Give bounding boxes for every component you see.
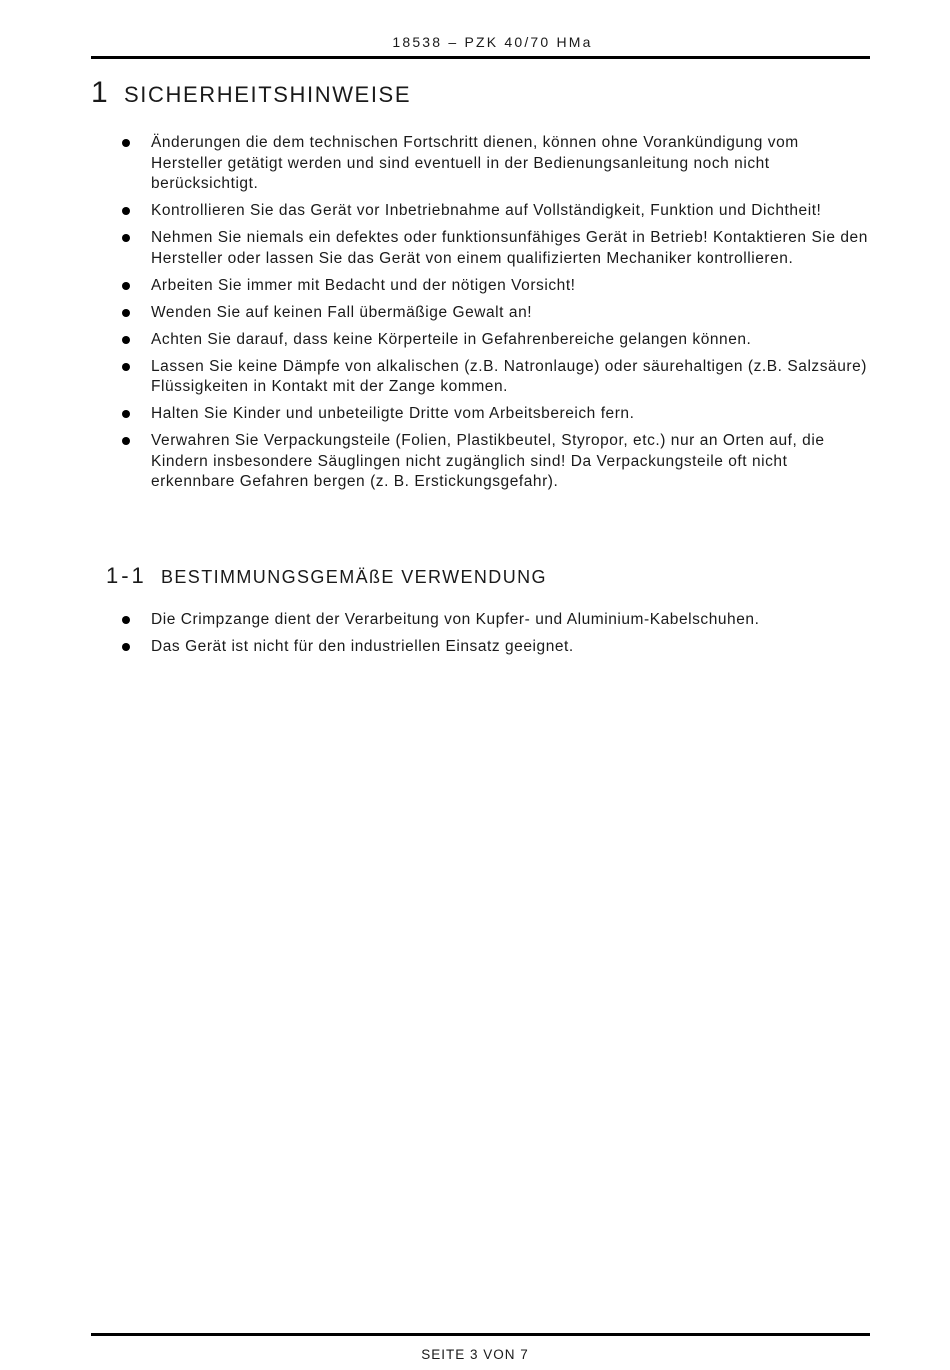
list-item <box>0 637 871 658</box>
list-item <box>0 276 871 297</box>
list-item <box>0 228 871 269</box>
section-title: SICHERHEITSHINWEISE <box>124 82 412 107</box>
bullet-icon <box>122 309 130 317</box>
footer-divider <box>91 1333 870 1336</box>
bullet-icon <box>122 234 130 242</box>
intended-use-list <box>0 610 871 664</box>
list-item-text: Das Gerät ist nicht für den industriellen Einsatz geeignet. <box>151 638 574 655</box>
list-item <box>0 133 871 195</box>
list-item-text: Änderungen die dem technischen Fortschritt dienen, können ohne Vorankündigung vom Hersteller getätigt werden und sind eventuell in der Bedienungsanleitung noch nicht berücksichtigt. <box>151 134 799 192</box>
list-item-text: Wenden Sie auf keinen Fall übermäßige Gewalt an! <box>151 303 533 321</box>
list-item-text: Kontrollieren Sie das Gerät vor Inbetriebnahme auf Vollständigkeit, Funktion und Dichtheit! <box>151 202 822 219</box>
bullet-icon <box>122 643 130 651</box>
document-header: 18538 – PZK 40/70 HMa <box>392 34 593 50</box>
list-item-text: Verwahren Sie Verpackungsteile (Folien, Plastikbeutel, Styropor, etc.) nur an Orten auf, die Kindern insbesondere Säuglingen nicht zugänglich sind! Da Verpackungsteile oft nicht erkennbare Gefahren bergen (z. B. Erstickungsgefahr). <box>151 432 825 490</box>
list-item <box>0 330 871 351</box>
bullet-icon <box>122 437 130 445</box>
bullet-icon <box>122 616 130 624</box>
list-item <box>0 357 871 398</box>
list-item <box>0 201 871 222</box>
bullet-icon <box>122 363 130 371</box>
bullet-icon <box>122 139 130 147</box>
subsection-title: BESTIMMUNGSGEMÄßE VERWENDUNG <box>161 567 547 587</box>
list-item-text: Die Crimpzange dient der Verarbeitung von Kupfer- und Aluminium-Kabelschuhen. <box>151 611 760 628</box>
list-item <box>0 303 871 324</box>
list-item-text: Halten Sie Kinder und unbeteiligte Dritte vom Arbeitsbereich fern. <box>151 405 635 422</box>
bullet-icon <box>122 282 130 290</box>
page-number: SEITE 3 VON 7 <box>421 1347 529 1362</box>
list-item-text: Lassen Sie keine Dämpfe von alkalischen (z.B. Natronlauge) oder säurehaltigen (z.B. Salzsäure) Flüssigkeiten in Kontakt mit der Zange kommen. <box>151 357 867 395</box>
subsection-heading <box>106 563 547 589</box>
safety-notes-list <box>0 133 871 499</box>
list-item <box>0 404 871 425</box>
bullet-icon <box>122 410 130 418</box>
list-item-text: Arbeiten Sie immer mit Bedacht und der nötigen Vorsicht! <box>151 276 576 294</box>
list-item <box>0 431 871 493</box>
list-item <box>0 610 871 631</box>
section-number: 1 <box>91 76 110 109</box>
list-item-text: Nehmen Sie niemals ein defektes oder funktionsunfähiges Gerät in Betrieb! Kontaktieren Sie den Hersteller oder lassen Sie das Gerät von einem qualifizierten Mechaniker kontrollieren. <box>151 229 868 267</box>
bullet-icon <box>122 207 130 215</box>
bullet-icon <box>122 336 130 344</box>
section-heading <box>91 76 411 110</box>
header-divider <box>91 56 870 59</box>
list-item-text: Achten Sie darauf, dass keine Körperteile in Gefahrenbereiche gelangen können. <box>151 330 752 348</box>
subsection-number: 1-1 <box>106 563 147 588</box>
